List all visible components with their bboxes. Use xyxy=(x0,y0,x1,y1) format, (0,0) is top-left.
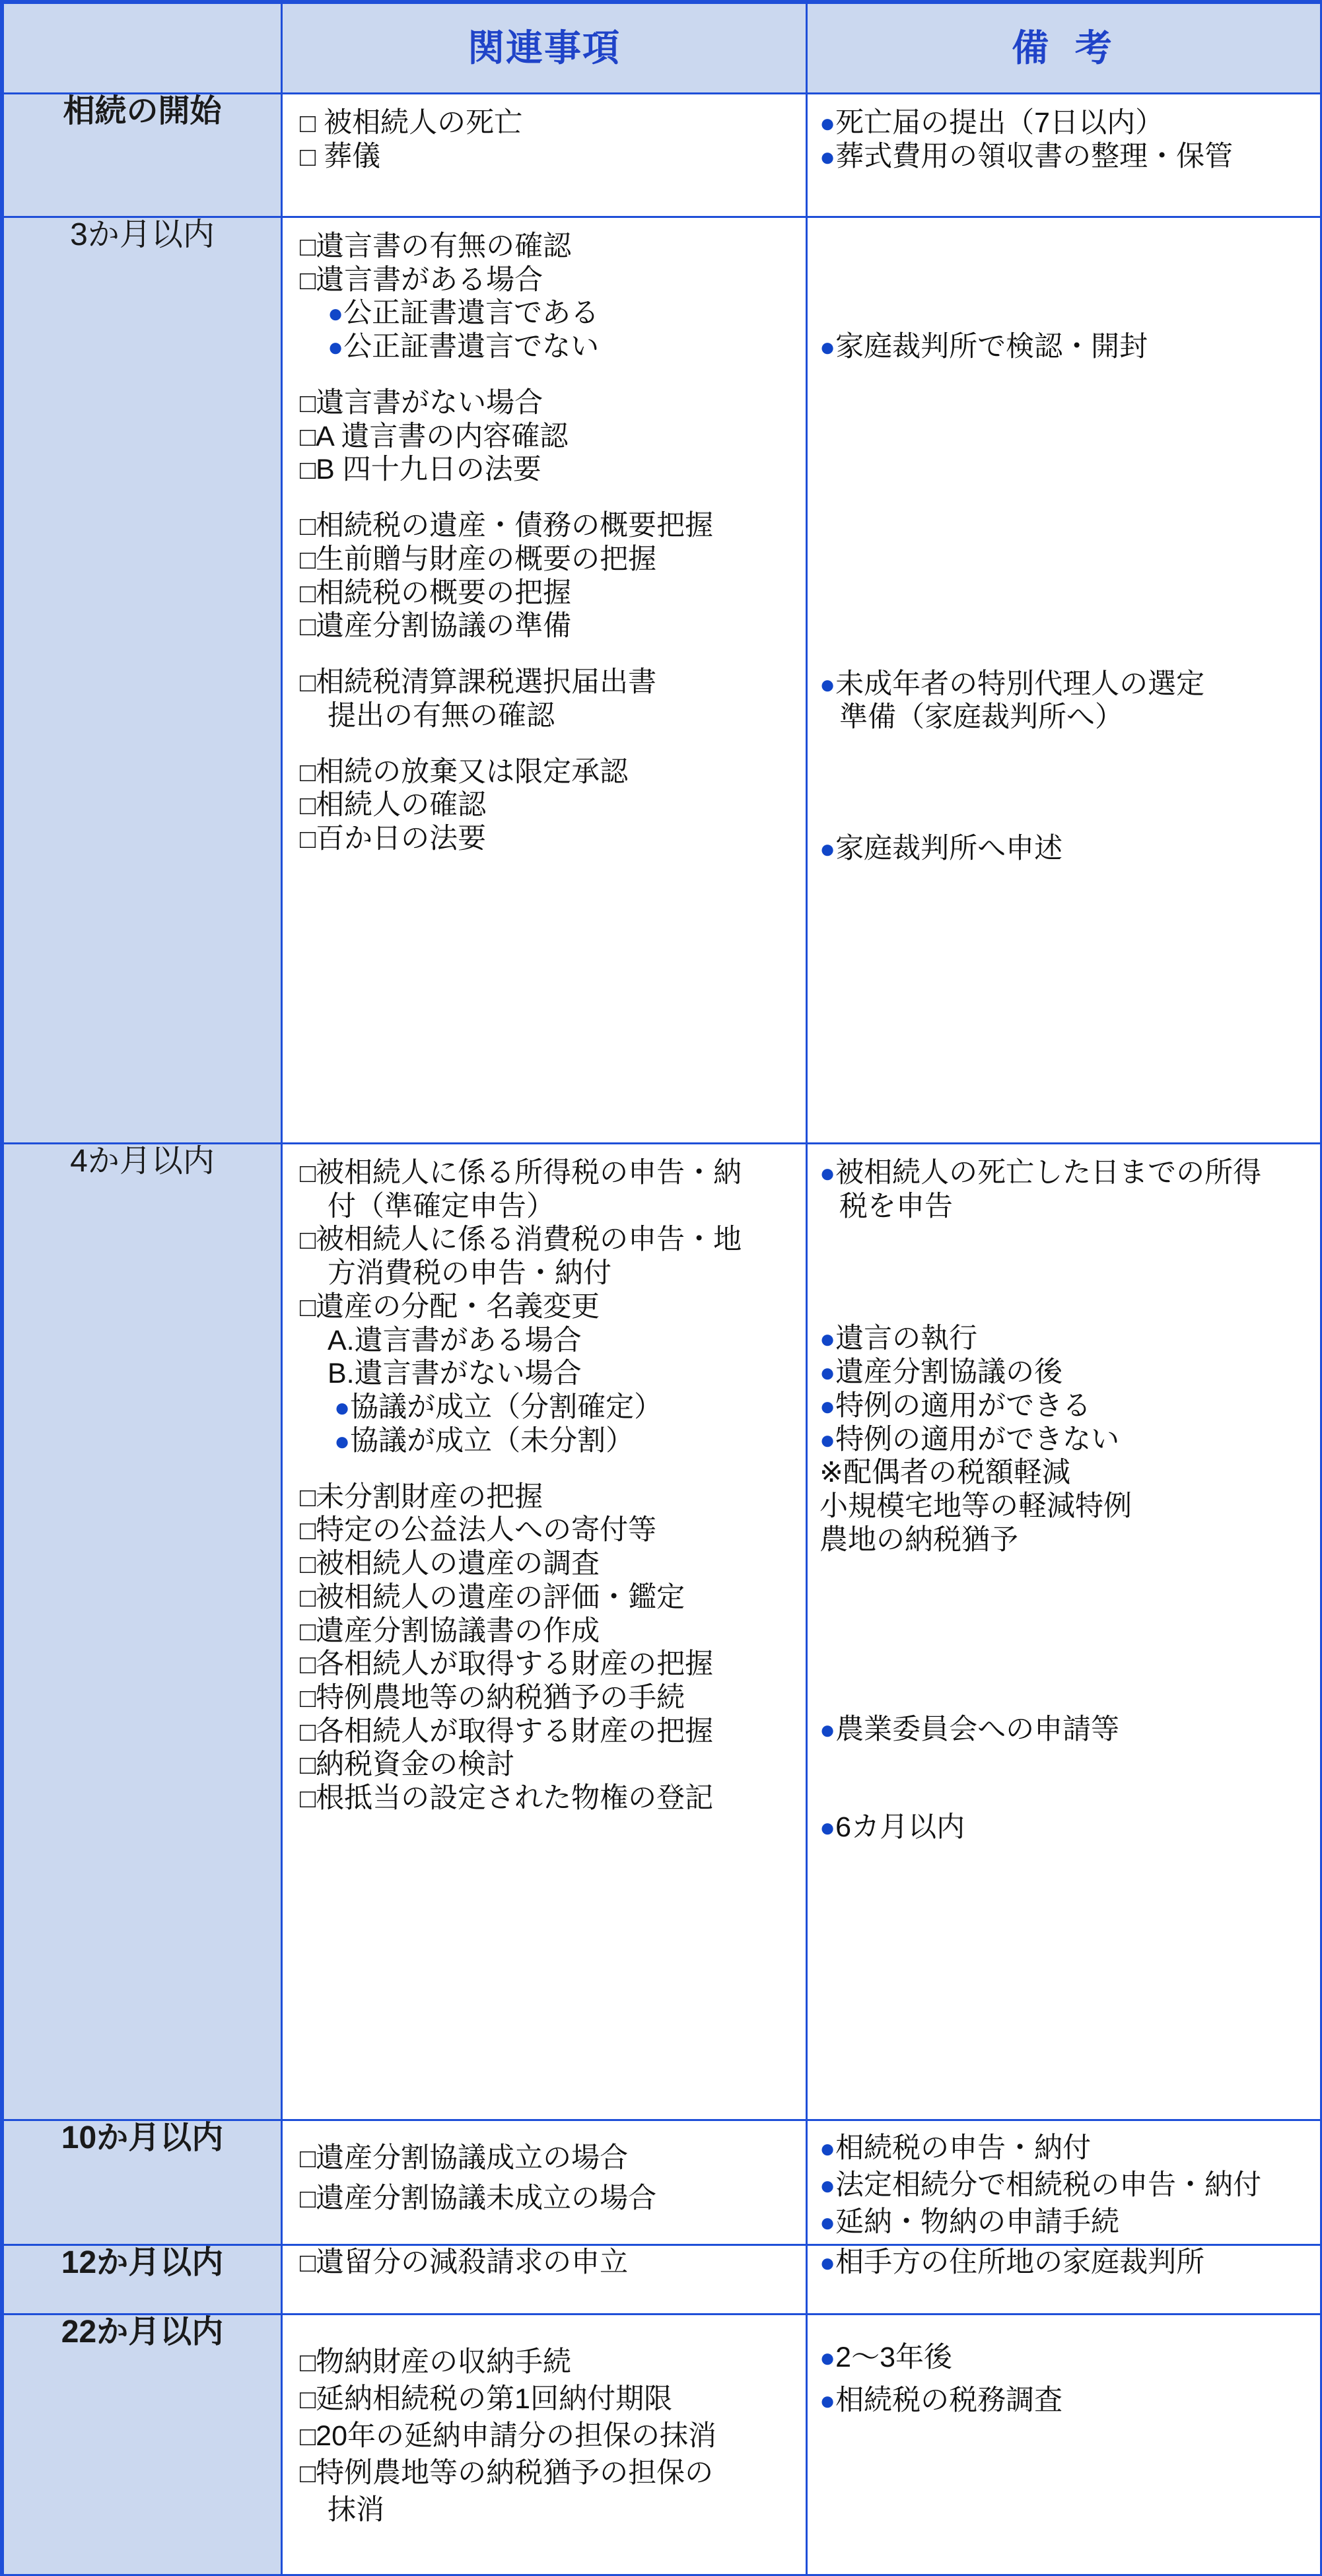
list-item: ●2〜3年後 xyxy=(819,2342,953,2373)
list-item: 税を申告 xyxy=(839,1190,953,1222)
items-cell-5 xyxy=(282,2315,807,2576)
list-item: □遺産分割協議の準備 xyxy=(300,610,572,643)
bullet-icon: ● xyxy=(819,1159,836,1188)
checkbox-icon: □ xyxy=(300,757,316,787)
period-label: 相続の開始 xyxy=(63,94,222,129)
list-item: □納税資金の検討 xyxy=(300,1749,515,1781)
table-row xyxy=(3,2120,1322,2245)
bullet-icon: ● xyxy=(819,333,836,362)
list-item: □物納財産の収納手続 xyxy=(300,2346,572,2378)
list-item: ●6カ月以内 xyxy=(819,1811,965,1844)
checkbox-icon: □ xyxy=(300,1650,316,1680)
checkbox-icon: □ xyxy=(300,109,316,138)
checkbox-icon: □ xyxy=(300,422,316,452)
timeline-table xyxy=(2,2,1322,2576)
table-row xyxy=(3,217,1322,1144)
checkbox-icon: □ xyxy=(300,142,316,172)
checkbox-icon: □ xyxy=(300,2248,316,2278)
header-items-cell xyxy=(282,3,807,94)
list-item: 提出の有無の確認 xyxy=(328,699,555,732)
notes-list-3 xyxy=(819,2121,1315,2241)
list-item: ●死亡届の提出（7日以内） xyxy=(819,107,1164,139)
notes-cell-2 xyxy=(807,1144,1322,2120)
table-row xyxy=(3,2245,1322,2315)
checkbox-icon: □ xyxy=(300,1717,316,1747)
header-notes-cell xyxy=(807,3,1322,94)
list-item: ●家庭裁判所で検認・開封 xyxy=(819,331,1148,363)
list-item: □相続人の確認 xyxy=(300,789,487,821)
list-item: □各相続人が取得する財産の把握 xyxy=(300,1648,714,1681)
list-item: ※配偶者の税額軽減 xyxy=(819,1457,1071,1489)
list-item: □生前贈与財産の概要の把握 xyxy=(300,543,657,575)
bullet-icon: ● xyxy=(819,1813,836,1843)
checkbox-icon: □ xyxy=(300,1751,316,1780)
checkbox-icon: □ xyxy=(300,2385,316,2414)
items-cell-1 xyxy=(282,217,807,1144)
checkbox-icon: □ xyxy=(300,1226,316,1255)
list-item: ●被相続人の死亡した日までの所得 xyxy=(819,1157,1262,1189)
checkbox-icon: □ xyxy=(300,791,316,821)
list-item: ●家庭裁判所へ申述 xyxy=(819,833,1063,865)
list-item: □遺産分割協議成立の場合 xyxy=(300,2142,629,2174)
list-item: □A 遺言書の内容確認 xyxy=(300,420,569,452)
list-item: ●公正証書遺言でない xyxy=(328,331,600,363)
list-item: ●協議が成立（未分割） xyxy=(334,1424,635,1457)
notes-list-4 xyxy=(819,2246,1315,2280)
checkbox-icon: □ xyxy=(300,545,316,574)
list-item: 抹消 xyxy=(328,2493,384,2526)
list-item: ●葬式費用の領収書の整理・保管 xyxy=(819,140,1234,172)
list-item: ●特例の適用ができる xyxy=(819,1389,1092,1422)
list-item: ●法定相続分で相続税の申告・納付 xyxy=(819,2169,1262,2201)
notes-cell-0 xyxy=(807,94,1322,217)
list-item: □B 四十九日の法要 xyxy=(300,454,541,486)
period-label: 10か月以内 xyxy=(61,2120,224,2155)
list-item: ●遺産分割協議の後 xyxy=(819,1356,1063,1389)
checkbox-icon: □ xyxy=(300,512,316,541)
header-items-label: 関連事項 xyxy=(468,27,621,69)
checkbox-icon: □ xyxy=(300,1684,316,1714)
period-cell-0 xyxy=(3,94,282,217)
notes-list-2 xyxy=(819,1144,1315,1844)
bullet-icon: ● xyxy=(819,1391,836,1421)
notes-cell-3 xyxy=(807,2120,1322,2245)
list-item: 農地の納税猶予 xyxy=(819,1523,1018,1556)
checkbox-icon: □ xyxy=(300,1550,316,1580)
list-item: □各相続人が取得する財産の把握 xyxy=(300,1715,714,1747)
period-cell-1 xyxy=(3,217,282,1144)
checkbox-icon: □ xyxy=(300,612,316,642)
checkbox-icon: □ xyxy=(300,668,316,698)
checkbox-icon: □ xyxy=(300,2144,316,2173)
list-item: □遺産分割協議書の作成 xyxy=(300,1615,600,1647)
checkbox-icon: □ xyxy=(300,1482,316,1512)
bullet-icon: ● xyxy=(819,1715,836,1745)
list-item: □遺産分割協議未成立の場合 xyxy=(300,2182,657,2215)
items-list-2 xyxy=(300,1144,796,1815)
list-item: 準備（家庭裁判所へ） xyxy=(839,701,1123,734)
list-item: □未分割財産の把握 xyxy=(300,1480,543,1513)
list-item: ●相手方の住所地の家庭裁判所 xyxy=(819,2246,1205,2278)
period-cell-4 xyxy=(3,2245,282,2315)
bullet-icon: ● xyxy=(819,835,836,864)
bullet-icon: ● xyxy=(819,109,836,138)
checkbox-icon: □ xyxy=(300,2421,316,2451)
list-item: ●公正証書遺言である xyxy=(328,297,600,330)
bullet-icon: ● xyxy=(819,1425,836,1455)
list-item: □遺言書がある場合 xyxy=(300,263,543,296)
list-item: 方消費税の申告・納付 xyxy=(328,1257,611,1290)
bullet-icon: ● xyxy=(334,1426,351,1456)
bullet-icon: ● xyxy=(819,142,836,172)
period-cell-5 xyxy=(3,2315,282,2576)
table-header-row xyxy=(3,3,1322,94)
table-row xyxy=(3,94,1322,217)
checkbox-icon: □ xyxy=(300,1292,316,1322)
checkbox-icon: □ xyxy=(300,1583,316,1613)
checkbox-icon: □ xyxy=(300,578,316,608)
period-label: 3か月以内 xyxy=(70,217,215,252)
notes-list-0 xyxy=(819,94,1315,173)
notes-cell-4 xyxy=(807,2245,1322,2315)
checkbox-icon: □ xyxy=(300,1159,316,1188)
list-item: ●相続税の税務調査 xyxy=(819,2384,1063,2416)
bullet-icon: ● xyxy=(819,2248,836,2278)
period-label: 12か月以内 xyxy=(61,2245,224,2280)
list-item: ●農業委員会への申請等 xyxy=(819,1713,1120,1745)
list-item: □遺留分の減殺請求の申立 xyxy=(300,2246,629,2278)
bullet-icon: ● xyxy=(328,299,344,329)
checkbox-icon: □ xyxy=(300,232,316,261)
checkbox-icon: □ xyxy=(300,2348,316,2377)
list-item: □ 被相続人の死亡 xyxy=(300,107,523,139)
period-cell-3 xyxy=(3,2120,282,2245)
checkbox-icon: □ xyxy=(300,456,316,485)
bullet-icon: ● xyxy=(819,2386,836,2416)
list-item: □遺言書がない場合 xyxy=(300,386,543,419)
bullet-icon: ● xyxy=(328,333,344,363)
list-item: ●特例の適用ができない xyxy=(819,1423,1120,1455)
bullet-icon: ● xyxy=(334,1393,351,1423)
list-item: □相続税清算課税選択届出書 xyxy=(300,666,657,699)
list-item: A.遺言書がある場合 xyxy=(328,1324,582,1356)
table-row xyxy=(3,1144,1322,2120)
period-label: 22か月以内 xyxy=(61,2315,224,2350)
items-list-1 xyxy=(300,218,796,856)
list-item: □特定の公益法人への寄付等 xyxy=(300,1514,657,1547)
list-item: □遺言書の有無の確認 xyxy=(300,230,572,262)
bullet-icon: ● xyxy=(819,670,836,699)
checkbox-icon: □ xyxy=(300,2184,316,2214)
list-item: □相続の放棄又は限定承認 xyxy=(300,755,629,788)
checkbox-icon: □ xyxy=(300,2458,316,2488)
list-item: ●延納・物納の申請手続 xyxy=(819,2206,1120,2238)
list-item: 小規模宅地等の軽減特例 xyxy=(819,1490,1132,1523)
table-row xyxy=(3,2315,1322,2576)
list-item: □被相続人に係る消費税の申告・地 xyxy=(300,1224,742,1256)
list-item: 付（準確定申告） xyxy=(328,1190,555,1222)
header-notes-label: 備 考 xyxy=(1012,27,1120,69)
checkbox-icon: □ xyxy=(300,1617,316,1646)
bullet-icon: ● xyxy=(819,1358,836,1388)
checkbox-icon: □ xyxy=(300,825,316,854)
bullet-icon: ● xyxy=(819,2134,836,2163)
list-item: □被相続人の遺産の調査 xyxy=(300,1548,600,1580)
checkbox-icon: □ xyxy=(300,1784,316,1814)
items-list-4 xyxy=(300,2246,796,2280)
items-cell-4 xyxy=(282,2245,807,2315)
list-item: ●相続税の申告・納付 xyxy=(819,2132,1092,2164)
list-item: □遺産の分配・名義変更 xyxy=(300,1290,600,1323)
list-item: □延納相続税の第1回納付期限 xyxy=(300,2383,673,2415)
list-item: □20年の延納申請分の担保の抹消 xyxy=(300,2419,717,2452)
items-list-3 xyxy=(300,2121,796,2219)
checkbox-icon: □ xyxy=(300,388,316,418)
period-label: 4か月以内 xyxy=(70,1144,215,1179)
list-item: ●協議が成立（分割確定） xyxy=(334,1391,663,1424)
items-cell-2 xyxy=(282,1144,807,2120)
bullet-icon: ● xyxy=(819,2208,836,2237)
items-cell-0 xyxy=(282,94,807,217)
notes-cell-5 xyxy=(807,2315,1322,2576)
items-cell-3 xyxy=(282,2120,807,2245)
items-list-5 xyxy=(300,2315,796,2528)
list-item: □相続税の概要の把握 xyxy=(300,576,572,609)
notes-cell-1 xyxy=(807,217,1322,1144)
list-item: □被相続人に係る所得税の申告・納 xyxy=(300,1157,742,1189)
items-list-0 xyxy=(300,94,796,173)
period-cell-2 xyxy=(3,1144,282,2120)
list-item: □被相続人の遺産の評価・鑑定 xyxy=(300,1581,685,1613)
list-item: □特例農地等の納税猶予の手続 xyxy=(300,1682,685,1714)
checkbox-icon: □ xyxy=(300,265,316,295)
list-item: □相続税の遺産・債務の概要把握 xyxy=(300,510,714,542)
checkbox-icon: □ xyxy=(300,1516,316,1546)
list-item: □百か日の法要 xyxy=(300,823,487,855)
list-item: ●遺言の執行 xyxy=(819,1323,978,1355)
bullet-icon: ● xyxy=(819,2171,836,2200)
notes-list-1 xyxy=(819,218,1315,866)
list-item: □根抵当の設定された物権の登記 xyxy=(300,1782,714,1815)
header-period-cell xyxy=(3,3,282,94)
notes-list-5 xyxy=(819,2315,1315,2421)
list-item: B.遺言書がない場合 xyxy=(328,1358,582,1390)
bullet-icon: ● xyxy=(819,1325,836,1354)
bullet-icon: ● xyxy=(819,2344,836,2373)
list-item: □ 葬儀 xyxy=(300,140,381,172)
list-item: ●未成年者の特別代理人の選定 xyxy=(819,668,1205,700)
list-item: □特例農地等の納税猶予の担保の xyxy=(300,2456,714,2489)
